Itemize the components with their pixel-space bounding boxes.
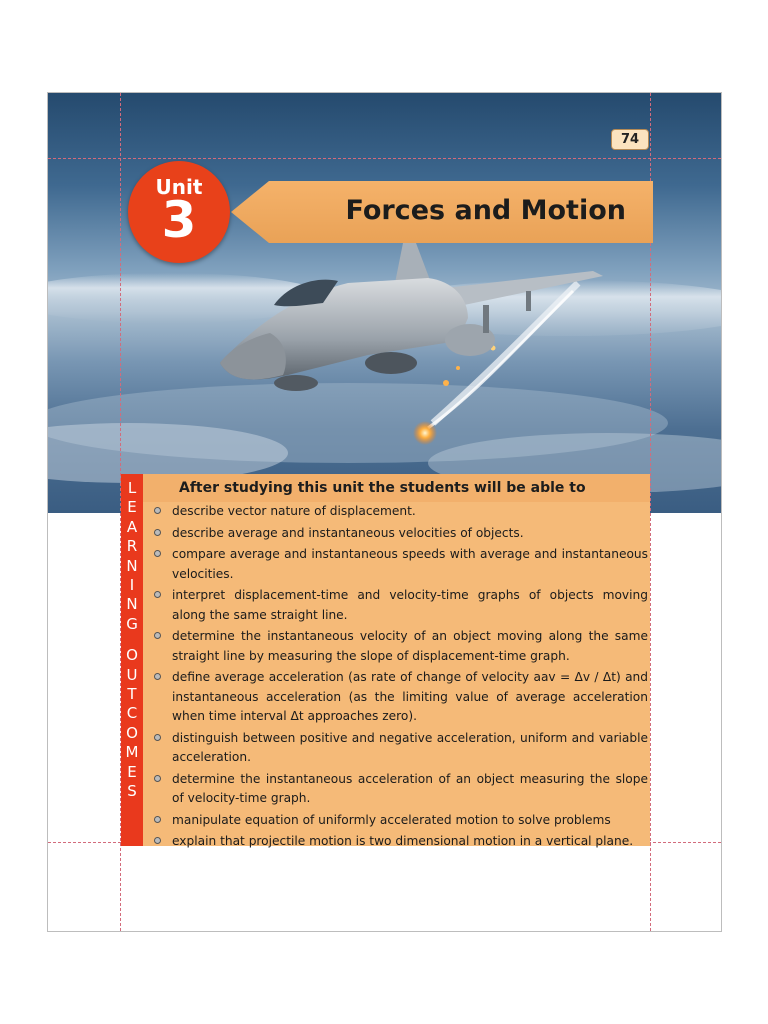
side-letter: R [126,537,138,556]
side-letter: I [129,576,135,595]
side-letter: A [126,517,138,536]
bullet-icon [154,775,161,782]
list-item-text: describe vector nature of displacement. [172,504,416,518]
learning-outcomes-list [152,502,648,852]
side-letter: N [126,595,138,614]
bullet-icon [154,591,161,598]
side-label-gap [121,634,143,646]
side-letter: N [126,556,138,575]
side-letter: G [126,614,138,633]
unit-badge [128,161,230,263]
list-item-text: distinguish between positive and negative acceleration, uniform and variable acceleration. [172,730,648,764]
list-item-text: define average acceleration (as rate of change of velocity aav = Δv / Δt) and instantaneous acceleration (as the limiting value of average acceleration when time interval Δt approaches zero). [172,670,648,723]
list-item-text: manipulate equation of uniformly accelerated motion to solve problems [172,812,611,827]
unit-label: Unit [155,175,203,199]
list-item [152,627,648,666]
list-item [152,524,648,544]
list-item-text: explain that projectile motion is two dimensional motion in a vertical plane. [172,834,634,848]
list-item-text: interpret displacement-time and velocity-time graphs of objects moving along the same straight line. [172,588,648,622]
bullet-icon [154,837,161,844]
list-item [152,668,648,727]
list-item [152,729,648,768]
side-letter: C [126,704,138,723]
bullet-icon [154,816,161,823]
cover-photo [48,93,721,513]
page-number: 74 [611,129,649,150]
list-item [152,586,648,625]
bullet-icon [154,550,161,557]
bullet-icon [154,507,161,514]
side-letter: L [127,479,137,497]
bullet-icon [154,529,161,536]
list-item [152,770,648,809]
side-letter: U [126,665,138,684]
fighter-jet-illustration [48,93,721,513]
crop-mark-top [48,158,721,159]
bullet-icon [154,673,161,680]
side-letter: E [127,498,137,517]
side-letter: M [125,743,139,762]
list-item-text: determine the instantaneous velocity of an object moving along the same straight line by measuring the slope of displacement-time graph. [172,629,648,663]
bullet-icon [154,734,161,741]
list-item-text: describe average and instantaneous velocities of objects. [172,525,524,540]
list-item-text: compare average and instantaneous speeds with average and instantaneous velocities. [172,547,648,581]
list-item-text: determine the instantaneous acceleration of an object measuring the slope of velocity-time graph. [172,771,648,805]
learning-outcomes-intro: After studying this unit the students will be able to [179,480,586,496]
list-item [152,545,648,584]
bullet-icon [154,632,161,639]
learning-outcomes-side-label [121,479,143,802]
list-item [152,832,648,852]
list-item [152,502,648,522]
side-letter: O [126,723,138,742]
side-letter: T [127,685,137,704]
unit-title: Forces and Motion [345,195,626,226]
side-letter: O [126,646,138,665]
side-letter: S [127,782,137,801]
side-letter: E [127,762,137,781]
unit-number: 3 [161,191,197,249]
list-item [152,811,648,831]
